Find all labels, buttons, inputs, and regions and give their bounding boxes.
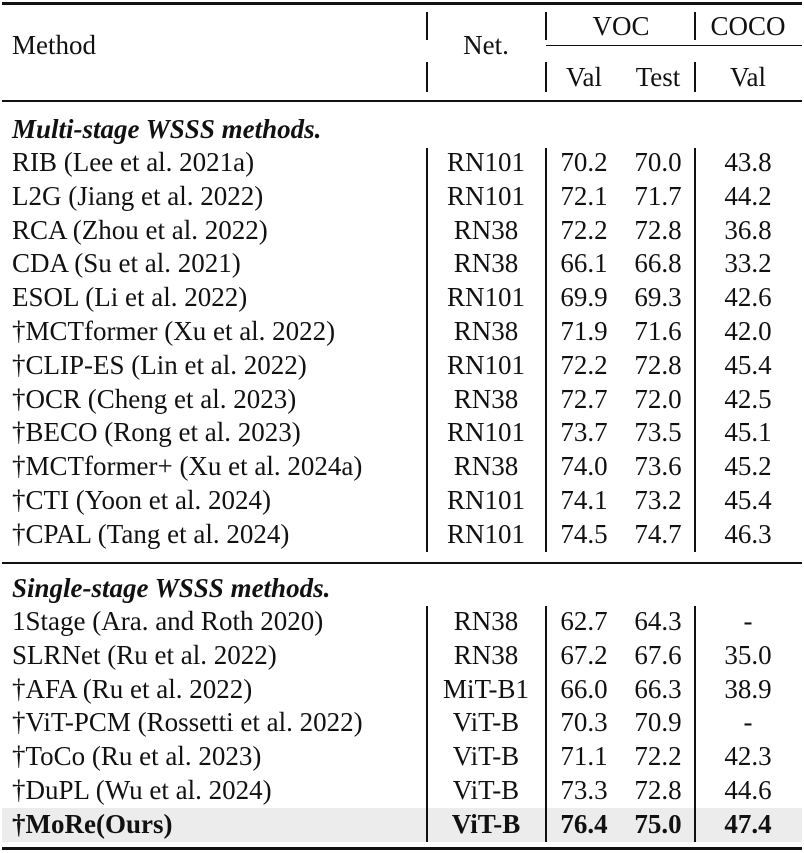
cell-coco-val: 45.1 bbox=[724, 417, 772, 448]
cell-voc-val: 62.7 bbox=[560, 606, 608, 636]
cell-voc-test: 66.3 bbox=[634, 673, 682, 704]
cell-voc-test: 66.8 bbox=[634, 248, 682, 279]
header-vsep bbox=[426, 12, 428, 40]
cell-voc-val: 72.1 bbox=[560, 180, 608, 211]
header-coco: COCO bbox=[710, 11, 786, 41]
cell-voc-val: 72.2 bbox=[560, 214, 608, 245]
cell-method: †CLIP-ES (Lin et al. 2022) bbox=[12, 349, 307, 380]
cell-voc-val: 74.5 bbox=[560, 518, 608, 549]
cell-voc-val: 69.9 bbox=[560, 282, 608, 313]
cell-method: †BECO (Rong et al. 2023) bbox=[12, 417, 301, 448]
cell-coco-val: 35.0 bbox=[724, 639, 772, 670]
cell-voc-test: 70.9 bbox=[634, 707, 682, 738]
header-vsep bbox=[426, 62, 428, 92]
cell-voc-test: 75.0 bbox=[634, 808, 682, 839]
cell-method: CDA (Su et al. 2021) bbox=[12, 248, 241, 279]
cell-method: †CPAL (Tang et al. 2024) bbox=[12, 518, 290, 549]
cell-voc-val: 73.3 bbox=[560, 775, 608, 805]
cell-coco-val: 42.3 bbox=[724, 741, 772, 772]
cell-net: RN101 bbox=[446, 147, 525, 177]
cell-voc-val: 71.9 bbox=[560, 316, 608, 346]
top-rule bbox=[2, 2, 802, 5]
cell-coco-val: 45.2 bbox=[724, 451, 772, 482]
cell-method: †MCTformer+ (Xu et al. 2024a) bbox=[12, 451, 363, 482]
header-voc-test: Test bbox=[635, 62, 681, 92]
cell-coco-val: 45.4 bbox=[724, 349, 772, 380]
cell-voc-test: 64.3 bbox=[634, 606, 682, 636]
cell-coco-val: 47.4 bbox=[724, 808, 772, 839]
header-coco-val: Val bbox=[730, 62, 766, 92]
section-title-multi-stage: Multi-stage WSSS methods. bbox=[12, 114, 322, 144]
cell-net: RN38 bbox=[453, 606, 519, 636]
cell-voc-val: 66.0 bbox=[560, 673, 608, 704]
cell-voc-test: 74.7 bbox=[634, 518, 682, 549]
cell-voc-test: 70.0 bbox=[634, 147, 682, 177]
cell-method: †AFA (Ru et al. 2022) bbox=[12, 673, 253, 704]
cell-coco-val: 36.8 bbox=[724, 214, 772, 245]
cell-coco-val: 42.6 bbox=[724, 282, 772, 313]
cell-voc-test: 71.6 bbox=[634, 316, 682, 346]
cell-coco-val: 44.2 bbox=[724, 180, 772, 211]
cell-method: †ViT-PCM (Rossetti et al. 2022) bbox=[12, 707, 363, 738]
cell-method: RIB (Lee et al. 2021a) bbox=[12, 147, 255, 177]
cell-net: RN38 bbox=[453, 316, 519, 346]
voc-coco-rule bbox=[546, 45, 802, 46]
cell-voc-test: 72.0 bbox=[634, 383, 682, 414]
cell-voc-test: 69.3 bbox=[634, 282, 682, 313]
cell-method: RCA (Zhou et al. 2022) bbox=[12, 214, 268, 245]
cell-net: RN38 bbox=[453, 248, 519, 279]
cell-net: RN101 bbox=[446, 282, 525, 313]
section-divider-rule bbox=[2, 562, 802, 564]
cell-method: 1Stage (Ara. and Roth 2020) bbox=[12, 606, 324, 636]
cell-method: SLRNet (Ru et al. 2022) bbox=[12, 639, 277, 670]
body-vsep bbox=[545, 148, 547, 552]
cell-coco-val: 42.0 bbox=[724, 316, 772, 346]
cell-voc-test: 72.8 bbox=[634, 214, 682, 245]
cell-method: †MoRe(Ours) bbox=[12, 808, 173, 839]
cell-voc-test: 72.8 bbox=[634, 349, 682, 380]
cell-method: L2G (Jiang et al. 2022) bbox=[12, 180, 264, 211]
cell-net: ViT-B bbox=[452, 775, 520, 805]
cell-net: ViT-B bbox=[451, 808, 521, 839]
cell-net: ViT-B bbox=[452, 707, 520, 738]
cell-coco-val: 38.9 bbox=[724, 673, 772, 704]
cell-voc-val: 70.2 bbox=[560, 147, 608, 177]
header-voc: VOC bbox=[592, 11, 650, 41]
cell-voc-val: 66.1 bbox=[560, 248, 608, 279]
body-vsep bbox=[545, 606, 547, 842]
cell-net: RN101 bbox=[446, 485, 525, 515]
header-voc-val: Val bbox=[566, 62, 602, 92]
cell-voc-test: 71.7 bbox=[634, 180, 682, 211]
header-vsep bbox=[545, 12, 547, 40]
cell-coco-val: - bbox=[743, 707, 753, 738]
cell-method: †MCTformer (Xu et al. 2022) bbox=[12, 316, 336, 346]
cell-net: RN38 bbox=[453, 383, 519, 414]
cell-coco-val: 33.2 bbox=[724, 248, 772, 279]
cell-net: RN38 bbox=[453, 214, 519, 245]
cell-net: RN101 bbox=[446, 417, 525, 448]
cell-voc-val: 74.0 bbox=[560, 451, 608, 482]
cell-method: †OCR (Cheng et al. 2023) bbox=[12, 383, 297, 414]
header-net: Net. bbox=[463, 30, 509, 60]
header-method: Method bbox=[12, 30, 96, 60]
cell-voc-val: 76.4 bbox=[560, 808, 608, 839]
cell-method: †ToCo (Ru et al. 2023) bbox=[12, 741, 262, 772]
cell-voc-test: 67.6 bbox=[634, 639, 682, 670]
cell-coco-val: 45.4 bbox=[724, 485, 772, 515]
cell-net: RN38 bbox=[453, 451, 519, 482]
cell-voc-test: 72.2 bbox=[634, 741, 682, 772]
cell-method: ESOL (Li et al. 2022) bbox=[12, 282, 248, 313]
cell-net: RN101 bbox=[446, 180, 525, 211]
cell-net: ViT-B bbox=[452, 741, 520, 772]
cell-net: RN101 bbox=[446, 518, 525, 549]
header-bottom-rule bbox=[2, 100, 802, 102]
cell-voc-val: 72.7 bbox=[560, 383, 608, 414]
bottom-rule bbox=[2, 847, 802, 850]
cell-coco-val: 42.5 bbox=[724, 383, 772, 414]
cell-voc-test: 72.8 bbox=[634, 775, 682, 805]
cell-voc-val: 67.2 bbox=[560, 639, 608, 670]
cell-net: MiT-B1 bbox=[442, 673, 530, 704]
cell-coco-val: - bbox=[743, 606, 753, 636]
body-vsep bbox=[426, 606, 428, 842]
cell-method: †DuPL (Wu et al. 2024) bbox=[12, 775, 272, 805]
cell-coco-val: 44.6 bbox=[724, 775, 772, 805]
cell-voc-val: 74.1 bbox=[560, 485, 608, 515]
cell-voc-test: 73.5 bbox=[634, 417, 682, 448]
cell-voc-val: 73.7 bbox=[560, 417, 608, 448]
cell-voc-val: 71.1 bbox=[560, 741, 608, 772]
body-vsep bbox=[426, 148, 428, 552]
cell-voc-test: 73.6 bbox=[634, 451, 682, 482]
cell-voc-val: 70.3 bbox=[560, 707, 608, 738]
cell-voc-val: 72.2 bbox=[560, 349, 608, 380]
cell-coco-val: 46.3 bbox=[724, 518, 772, 549]
cell-net: RN101 bbox=[446, 349, 525, 380]
cell-method: †CTI (Yoon et al. 2024) bbox=[12, 485, 271, 515]
header-vsep bbox=[545, 62, 547, 92]
cell-voc-test: 73.2 bbox=[634, 485, 682, 515]
section-title-single-stage: Single-stage WSSS methods. bbox=[12, 573, 331, 603]
cell-net: RN38 bbox=[453, 639, 519, 670]
cell-coco-val: 43.8 bbox=[724, 147, 772, 177]
